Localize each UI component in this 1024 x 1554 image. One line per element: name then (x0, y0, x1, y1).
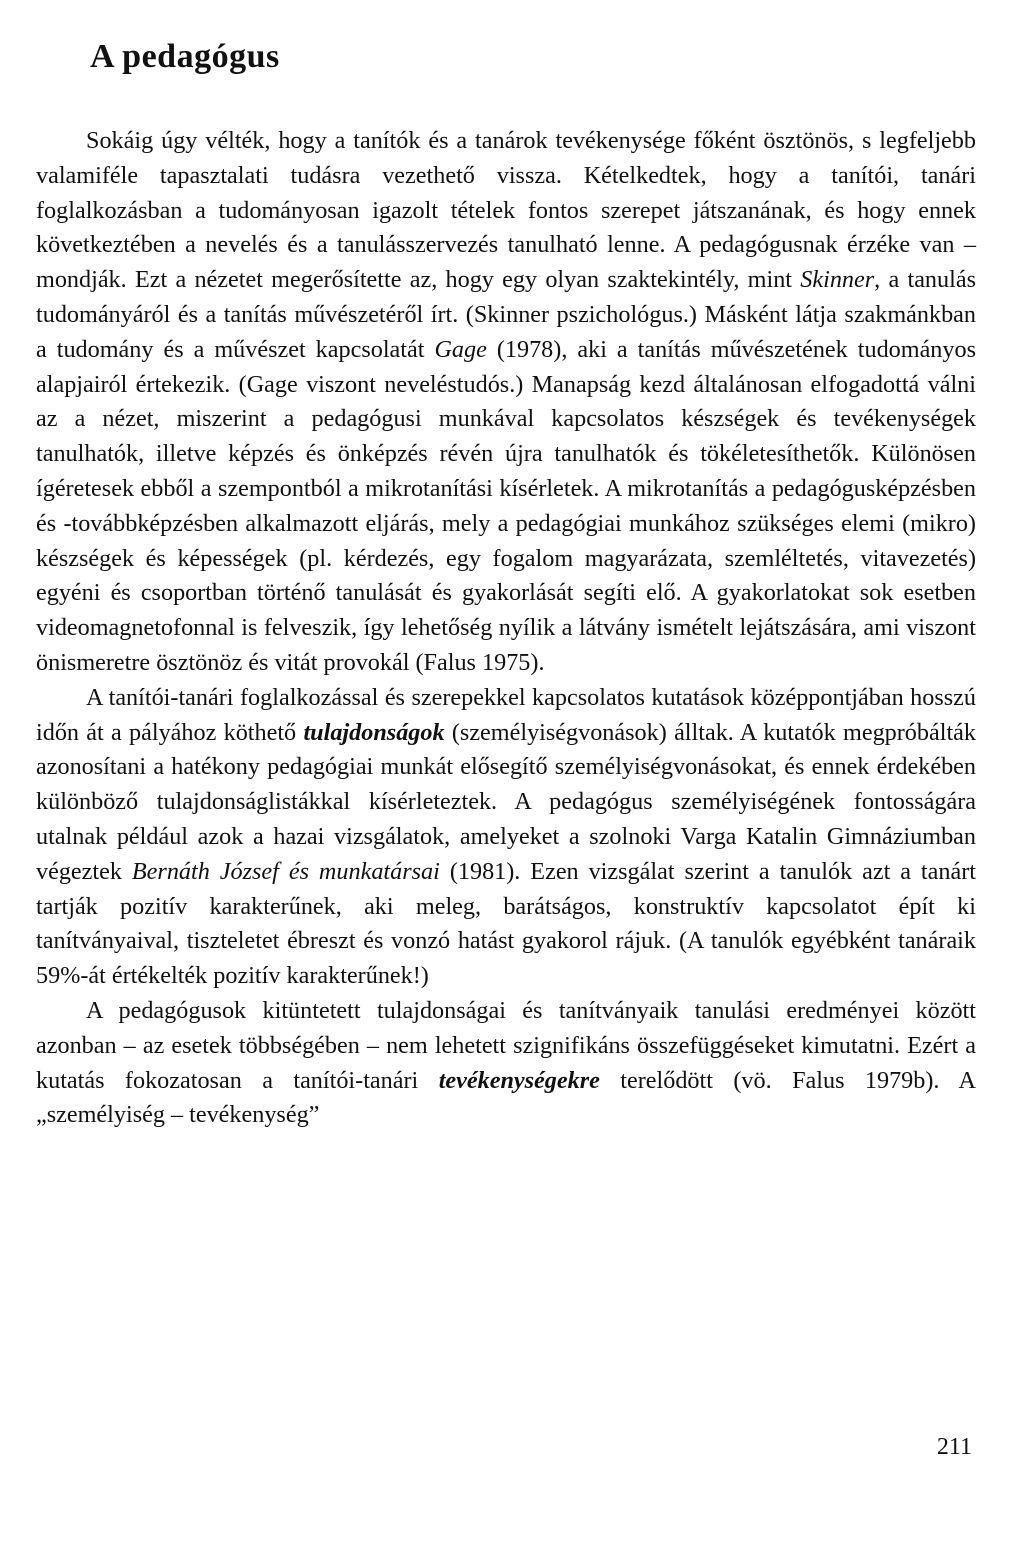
paragraph-2 (36, 681, 976, 994)
section-heading: A pedagógus (90, 38, 280, 75)
name-gage: Gage (434, 335, 487, 363)
term-tevekenysegekre: tevékenységekre (438, 1066, 600, 1094)
paragraph-1-text-2: , a tanulás tudományáról és a tanítás művészetéről írt. (Skinner pszichológus.) Másként látja szakmánkban a tudomány és a művészet kapcsolatát (36, 266, 976, 363)
paragraph-2-text-3: (1981). Ezen vizsgálat szerint a tanulók azt a tanárt tartják pozitív karakterűnek, aki meleg, barátságos, konstruktív kapcsolatot épít ki tanítványaival, tiszteletet ébreszt és vonzó hatást gyakorol rájuk. (A tanulók egyébként tanáraik 59%-át értékelték pozitív karakterűnek!) (36, 857, 976, 990)
paragraph-1-text-1: Sokáig úgy vélték, hogy a tanítók és a tanárok tevékenysége főként ösztönös, s legfeljebb valamiféle tapasztalati tudásra vezethető vissza. Kételkedtek, hogy a tanítói, tanári foglalkozásban a tudományosan igazolt tételek fontos szerepet játszanának, és hogy ennek következtében a nevelés és a tanulásszervezés tanulható lenne. A pedagógusnak érzéke van – mondják. Ezt a nézetet megerősítette az, hogy egy olyan szaktekintély, mint (36, 127, 976, 294)
paragraph-3-text-2: terelődött (vö. Falus 1979b). A „személyiség – tevékenység” (36, 1066, 977, 1129)
paragraph-3-text-1: A pedagógusok kitüntetett tulajdonságai és tanítványaik tanulási eredményei között azonban – az esetek többségében – nem lehetett szignifikáns összefüggéseket kimutatni. Ezért a kutatás fokozatosan a tanítói-tanári (36, 996, 976, 1094)
paragraph-2-text-1: A tanítói-tanári foglalkozással és szerepekkel kapcsolatos kutatások középpontjában hosszú időn át a pályához köthető (36, 683, 976, 746)
paragraph-1-text-3: (1978), aki a tanítás művészetének tudományos alapjairól értekezik. (Gage viszont neveléstudós.) Manapság kezd általánosan elfogadottá válni az a nézet, miszerint a pedagógusi munkával kapcsolatos készségek és tevékenységek tanulhatók, illetve képzés és önképzés révén újra tanulhatók és tökéletesíthetők. Különösen ígéretesek ebből a szempontból a mikrotanítási kísérletek. A mikrotanítás a pedagógusképzésben és -továbbképzésben alkalmazott eljárás, mely a pedagógiai munkához szükséges elemi (mikro) készségek és képességek (pl. kérdezés, egy fogalom magyarázata, szemléltetés, vitavezetés) egyéni és csoportban történő tanulását és gyakorlását segíti elő. A gyakorlatokat sok esetben videomagnetofonnal is felveszik, így lehetőség nyílik a látvány ismételt lejátszására, ami viszont önismeretre ösztönöz és vitát provokál (Falus 1975). (36, 335, 976, 676)
paragraph-2-text-2: (személyiségvonások) álltak. A kutatók megpróbálták azonosítani a hatékony pedagógiai munkát elősegítő személyiségvonásokat, és ennek érdekében különböző tulajdonságlistákkal kísérleteztek. A pedagógus személyiségének fontosságára utalnak például azok a hazai vizsgálatok, amelyeket a szolnoki Varga Katalin Gimnáziumban végeztek (36, 718, 977, 885)
name-bernath: Bernáth József és munkatársai (131, 857, 440, 885)
page-number: 211 (936, 1434, 972, 1460)
paragraph-1 (36, 124, 976, 681)
paragraph-3 (36, 994, 976, 1133)
term-tulajdonsagok: tulajdonságok (303, 718, 445, 746)
name-skinner: Skinner (800, 266, 875, 294)
body-text (36, 124, 976, 1133)
